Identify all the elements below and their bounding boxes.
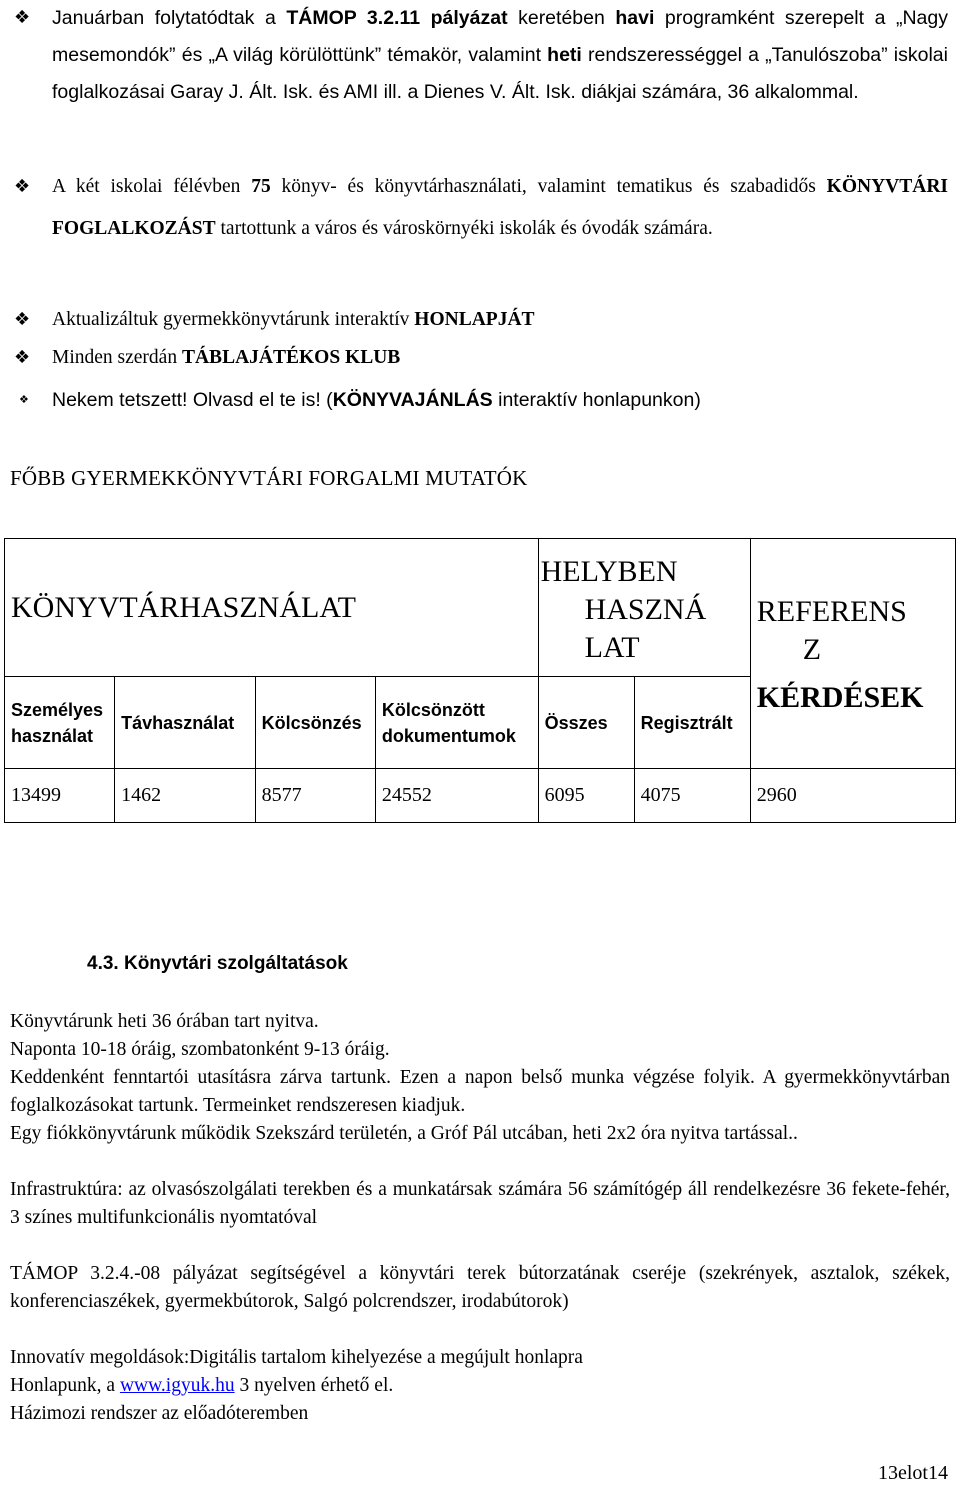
paragraph-opening-hours: Könyvtárunk heti 36 órában tart nyitva. xyxy=(10,1011,319,1032)
table-cell: 4075 xyxy=(634,769,750,823)
col-header-registered: Regisztrált xyxy=(634,677,750,769)
table-cell: 6095 xyxy=(538,769,634,823)
page-footer: 13elot14 xyxy=(878,1462,948,1484)
group-header-onsite-use: HELYBEN HASZNÁ LAT xyxy=(538,539,750,677)
bullet-library-sessions: ❖ A két iskolai félévben 75 könyv- és könyvtárhasználati, valamint tematikus és szabadidős KÖNYVTÁRI FOGLALKOZÁST tartottunk a város és városkörnyéki iskolák és óvodák számára. xyxy=(52,166,948,250)
bullet-website: ❖ Aktualizáltuk gyermekkönyvtárunk interaktív HONLAPJÁT xyxy=(52,302,948,338)
section-heading: FŐBB GYERMEKKÖNYVTÁRI FORGALMI MUTATÓK xyxy=(10,466,528,490)
paragraph-tamop-furniture: TÁMOP 3.2.4.-08 pályázat segítségével a könyvtári terek bútorzatának cseréje (szekrények, asztalok, székek, konferenciaszékek, gyermekbútorok, Salgó polcrendszer, irodabútorok) xyxy=(10,1263,950,1312)
table-cell: 24552 xyxy=(375,769,538,823)
bullet-tamop-program: ❖ Januárban folytatódtak a TÁMOP 3.2.11 pályázat keretében havi programként szerepelt a „Nagy mesemondók” és „A világ körülöttünk” témakör, valamint heti rendszerességgel a „Tanulószoba” iskolai foglalkozásai Garay J. Ált. Isk. és AMI ill. a Dienes V. Ált. Isk. diákjai számára, 36 alkalommal. xyxy=(52,0,948,111)
group-header-reference-questions: REFERENS Z KÉRDÉSEK xyxy=(750,539,955,769)
diamond-bullet-icon: ❖ xyxy=(14,7,31,28)
diamond-bullet-icon: ❖ xyxy=(14,347,31,368)
paragraph-infrastructure: Infrastruktúra: az olvasószolgálati terekben és a munkatársak számára 56 számítógép áll rendelkezésre 36 fekete-fehér, 3 színes multifunkcionális nyomtatóval xyxy=(10,1179,950,1228)
paragraph-daily-hours: Naponta 10-18 óráig, szombatonként 9-13 óráig. xyxy=(10,1039,390,1060)
paragraph-tuesday-closure: Keddenként fenntartói utasításra zárva tartunk. Ezen a napon belső munka végzése folyik. A gyermekkönyvtárban foglalkozásokat tartunk. Termeinket rendszeresen kiadjuk. xyxy=(10,1067,950,1116)
table-cell: 8577 xyxy=(255,769,375,823)
table-cell: 1462 xyxy=(115,769,255,823)
website-link[interactable]: www.igyuk.hu xyxy=(119,1375,235,1396)
col-header-loans: Kölcsönzés xyxy=(255,677,375,769)
subsection-title: 4.3. Könyvtári szolgáltatások xyxy=(87,953,348,974)
diamond-bullet-icon: ❖ xyxy=(14,309,31,330)
bullet-board-game-club: ❖ Minden szerdán TÁBLAJÁTÉKOS KLUB xyxy=(52,340,948,376)
table-cell: 13499 xyxy=(5,769,115,823)
group-header-library-use: KÖNYVTÁRHASZNÁLAT xyxy=(5,539,539,677)
stats-table xyxy=(4,538,956,823)
col-header-loaned-documents: Kölcsönzött dokumentumok xyxy=(375,677,538,769)
diamond-bullet-icon: ❖ xyxy=(19,393,29,406)
diamond-bullet-icon: ❖ xyxy=(14,176,31,197)
paragraph-home-theater: Házimozi rendszer az előadóteremben xyxy=(10,1403,309,1424)
bullet-book-recommendation: ❖ Nekem tetszett! Olvasd el te is! (KÖNYVAJÁNLÁS interaktív honlapunkon) xyxy=(52,382,948,418)
col-header-personal-use: Személyes használat xyxy=(5,677,115,769)
paragraph-innovative-solutions: Innovatív megoldások:Digitális tartalom kihelyezése a megújult honlapra xyxy=(10,1347,583,1368)
paragraph-website: Honlapunk, a www.igyuk.hu 3 nyelven érhető el. xyxy=(10,1375,394,1396)
paragraph-branch-library: Egy fiókkönyvtárunk működik Szekszárd területén, a Gróf Pál utcában, heti 2x2 óra nyitva tartással.. xyxy=(10,1123,798,1144)
col-header-remote-use: Távhasználat xyxy=(115,677,255,769)
table-cell: 2960 xyxy=(750,769,955,823)
col-header-total: Összes xyxy=(538,677,634,769)
